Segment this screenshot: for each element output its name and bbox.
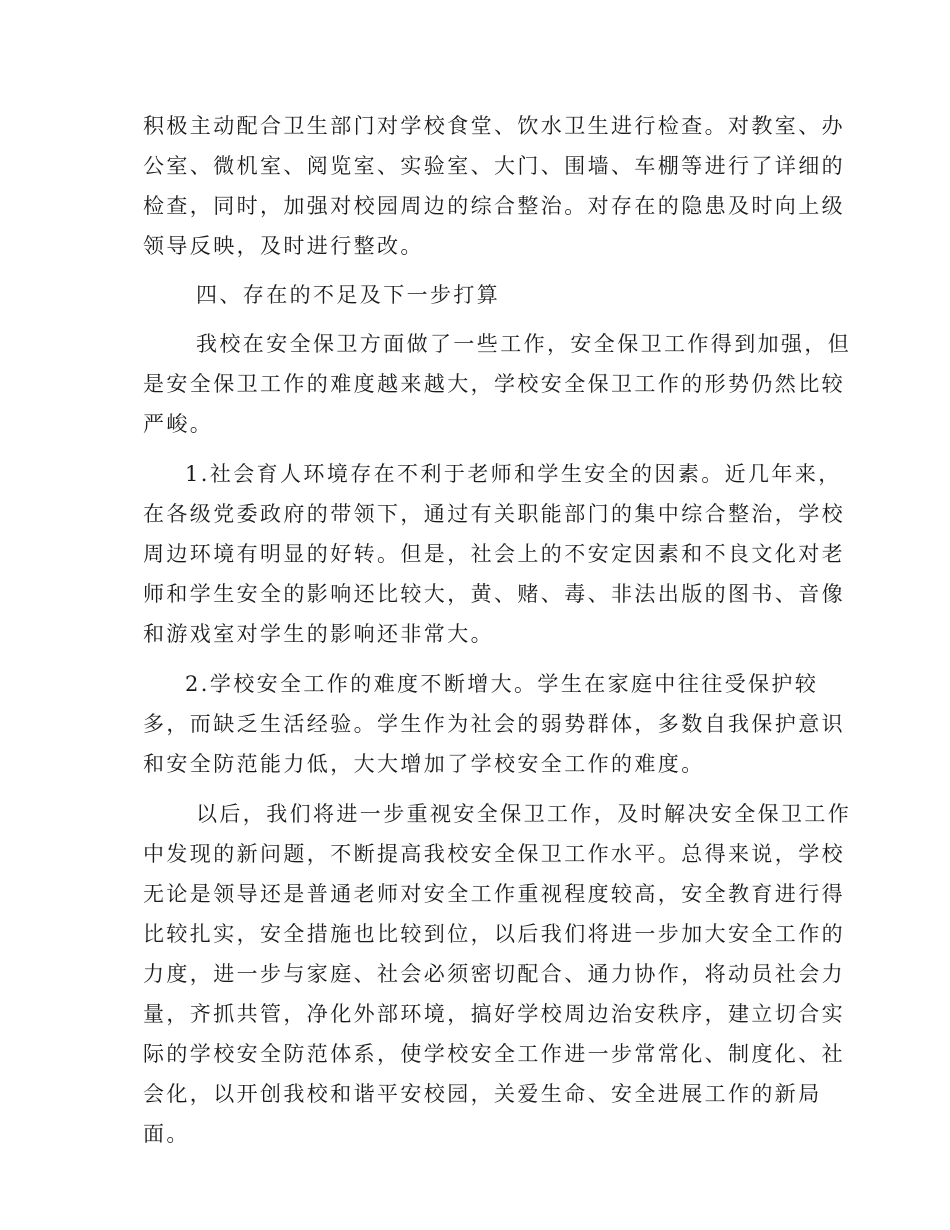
paragraph-2-line-2: 是安全保卫工作的难度越来越大，学校安全保卫工作的形势仍然比较 xyxy=(143,372,845,396)
paragraph-3-line-1: 1.社会育人环境存在不利于老师和学生安全的因素。近几年来， xyxy=(185,462,842,486)
paragraph-5-line-2: 中发现的新问题，不断提高我校安全保卫工作水平。总得来说，学校 xyxy=(143,842,845,866)
paragraph-5-line-9: 面。 xyxy=(143,1122,190,1146)
paragraph-3-line-4: 师和学生安全的影响还比较大，黄、赌、毒、非法出版的图书、音像 xyxy=(143,582,845,606)
paragraph-5-line-4: 比较扎实，安全措施也比较到位，以后我们将进一步加大安全工作的 xyxy=(143,922,845,946)
paragraph-1-line-2: 公室、微机室、阅览室、实验室、大门、围墙、车棚等进行了详细的 xyxy=(143,154,845,178)
paragraph-3-line-5: 和游戏室对学生的影响还非常大。 xyxy=(143,622,494,646)
paragraph-5-line-5: 力度，进一步与家庭、社会必须密切配合、通力协作，将动员社会力 xyxy=(143,962,845,986)
paragraph-5-line-3: 无论是领导还是普通老师对安全工作重视程度较高，安全教育进行得 xyxy=(143,882,845,906)
paragraph-1-line-4: 领导反映，及时进行整改。 xyxy=(143,234,424,258)
paragraph-5-line-1: 以后，我们将进一步重视安全保卫工作，及时解决安全保卫工作 xyxy=(196,802,852,826)
paragraph-4-line-3: 和安全防范能力低，大大增加了学校安全工作的难度。 xyxy=(143,752,705,776)
paragraph-5-line-7: 际的学校安全防范体系，使学校安全工作进一步常常化、制度化、社 xyxy=(143,1042,845,1066)
paragraph-5-line-6: 量，齐抓共管，净化外部环境，搞好学校周边治安秩序，建立切合实 xyxy=(143,1002,845,1026)
paragraph-3-line-3: 周边环境有明显的好转。但是，社会上的不安定因素和不良文化对老 xyxy=(143,542,845,566)
section-heading: 四、存在的不足及下一步打算 xyxy=(196,283,501,307)
paragraph-4-line-2: 多，而缺乏生活经验。学生作为社会的弱势群体，多数自我保护意识 xyxy=(143,712,845,736)
paragraph-3-line-2: 在各级党委政府的带领下，通过有关职能部门的集中综合整治，学校 xyxy=(143,502,845,526)
paragraph-1-line-3: 检查，同时，加强对校园周边的综合整治。对存在的隐患及时向上级 xyxy=(143,194,845,218)
paragraph-1-line-1: 积极主动配合卫生部门对学校食堂、饮水卫生进行检查。对教室、办 xyxy=(143,114,845,138)
paragraph-2-line-1: 我校在安全保卫方面做了一些工作，安全保卫工作得到加强，但 xyxy=(196,332,852,356)
paragraph-5-line-8: 会化，以开创我校和谐平安校园，关爱生命、安全进展工作的新局 xyxy=(143,1082,822,1106)
paragraph-2-line-3: 严峻。 xyxy=(143,412,214,436)
paragraph-4-line-1: 2.学校安全工作的难度不断增大。学生在家庭中往往受保护较 xyxy=(185,672,819,696)
